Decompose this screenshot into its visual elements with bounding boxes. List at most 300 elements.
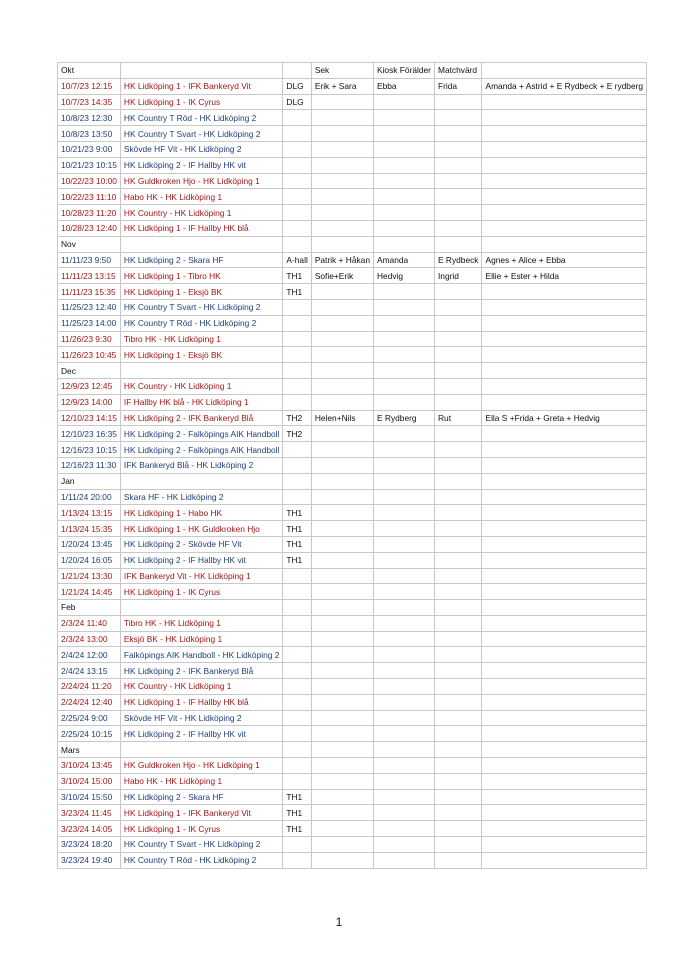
- date-cell: 10/21/23 9:00: [58, 141, 121, 157]
- sek-cell: [311, 600, 373, 616]
- kiosk-cell: [373, 600, 434, 616]
- table-row: [58, 552, 647, 568]
- hall-cell: [283, 141, 311, 157]
- sek-cell: [311, 173, 373, 189]
- table-row: [58, 189, 647, 205]
- match-cell: IFK Bankeryd Blå - HK Lidköping 2: [120, 457, 283, 473]
- sek-cell: [311, 394, 373, 410]
- table-row: [58, 789, 647, 805]
- kiosk-cell: [373, 568, 434, 584]
- sek-cell: Patrik + Håkan: [311, 252, 373, 268]
- match-cell: HK Country - HK Lidköping 1: [120, 205, 283, 221]
- table-row: [58, 521, 647, 537]
- kiosk-cell: [373, 189, 434, 205]
- matchvard-cell: [434, 600, 482, 616]
- extra-cell: [482, 141, 647, 157]
- matchvard-cell: [434, 837, 482, 853]
- kiosk-cell: [373, 442, 434, 458]
- sek-cell: [311, 773, 373, 789]
- date-cell: 12/9/23 12:45: [58, 378, 121, 394]
- table-row: [58, 568, 647, 584]
- hall-cell: [283, 173, 311, 189]
- kiosk-cell: [373, 679, 434, 695]
- table-row: [58, 457, 647, 473]
- date-cell: 11/11/23 9:50: [58, 252, 121, 268]
- date-cell: 3/10/24 15:00: [58, 773, 121, 789]
- kiosk-cell: [373, 205, 434, 221]
- month-row: [58, 473, 647, 489]
- table-row: [58, 126, 647, 142]
- date-cell: Dec: [58, 363, 121, 379]
- hall-cell: TH1: [283, 789, 311, 805]
- table-row: [58, 710, 647, 726]
- date-cell: 2/3/24 13:00: [58, 631, 121, 647]
- sek-cell: [311, 505, 373, 521]
- kiosk-cell: [373, 299, 434, 315]
- matchvard-cell: [434, 457, 482, 473]
- matchvard-cell: [434, 821, 482, 837]
- table-row: [58, 584, 647, 600]
- match-cell: HK Lidköping 1 - IFK Bankeryd Vit: [120, 805, 283, 821]
- table-row: [58, 284, 647, 300]
- kiosk-cell: [373, 157, 434, 173]
- date-cell: 3/23/24 11:45: [58, 805, 121, 821]
- sek-cell: [311, 110, 373, 126]
- matchvard-cell: [434, 284, 482, 300]
- sek-cell: [311, 852, 373, 868]
- matchvard-cell: [434, 663, 482, 679]
- hall-cell: [283, 615, 311, 631]
- hall-cell: TH1: [283, 521, 311, 537]
- match-cell: HK Lidköping 1 - Eksjö BK: [120, 347, 283, 363]
- match-cell: HK Lidköping 1 - Tibro HK: [120, 268, 283, 284]
- sek-cell: [311, 126, 373, 142]
- table-row: [58, 631, 647, 647]
- date-cell: 1/13/24 13:15: [58, 505, 121, 521]
- extra-cell: [482, 363, 647, 379]
- extra-cell: [482, 805, 647, 821]
- extra-cell: [482, 426, 647, 442]
- sek-cell: [311, 347, 373, 363]
- sek-cell: [311, 821, 373, 837]
- kiosk-cell: [373, 173, 434, 189]
- table-row: [58, 694, 647, 710]
- kiosk-cell: [373, 663, 434, 679]
- hall-cell: [283, 394, 311, 410]
- kiosk-cell: [373, 505, 434, 521]
- date-cell: 2/3/24 11:40: [58, 615, 121, 631]
- hall-cell: TH2: [283, 426, 311, 442]
- match-cell: HK Guldkroken Hjo - HK Lidköping 1: [120, 758, 283, 774]
- extra-cell: [482, 442, 647, 458]
- sek-cell: [311, 284, 373, 300]
- sek-cell: [311, 789, 373, 805]
- matchvard-cell: [434, 615, 482, 631]
- match-cell: HK Lidköping 2 - IF Hallby HK vit: [120, 157, 283, 173]
- sek-cell: [311, 805, 373, 821]
- month-row: [58, 363, 647, 379]
- hall-cell: [283, 473, 311, 489]
- table-row: [58, 315, 647, 331]
- extra-cell: [482, 284, 647, 300]
- matchvard-cell: [434, 205, 482, 221]
- match-cell: HK Country - HK Lidköping 1: [120, 679, 283, 695]
- extra-cell: [482, 615, 647, 631]
- matchvard-cell: [434, 631, 482, 647]
- sek-cell: [311, 363, 373, 379]
- match-cell: HK Lidköping 2 - Falköpings AIK Handboll: [120, 426, 283, 442]
- extra-cell: [482, 600, 647, 616]
- extra-cell: [482, 378, 647, 394]
- hall-cell: TH1: [283, 268, 311, 284]
- match-cell: HK Lidköping 1 - IK Cyrus: [120, 584, 283, 600]
- kiosk-cell: [373, 378, 434, 394]
- match-cell: [120, 363, 283, 379]
- match-cell: [120, 473, 283, 489]
- extra-cell: [482, 205, 647, 221]
- date-cell: 1/21/24 13:30: [58, 568, 121, 584]
- match-cell: HK Lidköping 2 - IF Hallby HK vit: [120, 726, 283, 742]
- match-cell: [120, 742, 283, 758]
- extra-cell: [482, 726, 647, 742]
- hall-cell: [283, 189, 311, 205]
- kiosk-cell: [373, 742, 434, 758]
- match-cell: HK Country T Svart - HK Lidköping 2: [120, 126, 283, 142]
- sek-cell: [311, 521, 373, 537]
- kiosk-cell: [373, 710, 434, 726]
- hall-cell: [283, 331, 311, 347]
- hall-cell: [283, 236, 311, 252]
- date-cell: 12/10/23 16:35: [58, 426, 121, 442]
- extra-cell: [482, 536, 647, 552]
- matchvard-cell: [434, 852, 482, 868]
- date-cell: Mars: [58, 742, 121, 758]
- date-cell: 10/21/23 10:15: [58, 157, 121, 173]
- kiosk-cell: [373, 647, 434, 663]
- kiosk-cell: [373, 726, 434, 742]
- hall-cell: [283, 647, 311, 663]
- table-row: [58, 347, 647, 363]
- match-cell: Tibro HK - HK Lidköping 1: [120, 331, 283, 347]
- date-cell: 2/4/24 13:15: [58, 663, 121, 679]
- matchvard-cell: [434, 189, 482, 205]
- sek-cell: [311, 758, 373, 774]
- hall-cell: [283, 220, 311, 236]
- extra-cell: [482, 710, 647, 726]
- kiosk-cell: [373, 631, 434, 647]
- extra-cell: [482, 584, 647, 600]
- extra-cell: [482, 110, 647, 126]
- match-cell: HK Lidköping 1 - IF Hallby HK blå: [120, 694, 283, 710]
- matchvard-cell: [434, 110, 482, 126]
- sek-cell: [311, 426, 373, 442]
- sek-cell: [311, 615, 373, 631]
- hall-cell: [283, 852, 311, 868]
- sek-cell: [311, 205, 373, 221]
- extra-cell: [482, 173, 647, 189]
- date-cell: 3/23/24 19:40: [58, 852, 121, 868]
- date-cell: 12/9/23 14:00: [58, 394, 121, 410]
- table-row: [58, 663, 647, 679]
- sek-cell: [311, 631, 373, 647]
- table-row: [58, 331, 647, 347]
- sek-cell: [311, 837, 373, 853]
- kiosk-cell: [373, 552, 434, 568]
- hall-cell: [283, 110, 311, 126]
- kiosk-cell: [373, 489, 434, 505]
- matchvard-cell: [434, 521, 482, 537]
- extra-cell: [482, 631, 647, 647]
- hall-cell: TH1: [283, 552, 311, 568]
- extra-cell: [482, 489, 647, 505]
- kiosk-cell: [373, 94, 434, 110]
- matchvard-cell: [434, 315, 482, 331]
- match-cell: HK Guldkroken Hjo - HK Lidköping 1: [120, 173, 283, 189]
- header-hall-cell: [283, 63, 311, 79]
- hall-cell: TH2: [283, 410, 311, 426]
- date-cell: 3/10/24 15:50: [58, 789, 121, 805]
- extra-cell: [482, 552, 647, 568]
- kiosk-cell: [373, 110, 434, 126]
- hall-cell: [283, 726, 311, 742]
- month-row: [58, 742, 647, 758]
- matchvard-cell: [434, 141, 482, 157]
- match-cell: HK Lidköping 1 - Eksjö BK: [120, 284, 283, 300]
- extra-cell: [482, 126, 647, 142]
- extra-cell: [482, 821, 647, 837]
- hall-cell: TH1: [283, 805, 311, 821]
- hall-cell: [283, 584, 311, 600]
- date-cell: 11/26/23 9:30: [58, 331, 121, 347]
- table-row: [58, 78, 647, 94]
- table-row: [58, 157, 647, 173]
- sek-cell: [311, 663, 373, 679]
- matchvard-cell: [434, 442, 482, 458]
- kiosk-cell: [373, 694, 434, 710]
- table-row: [58, 852, 647, 868]
- date-cell: 10/22/23 11:10: [58, 189, 121, 205]
- kiosk-cell: [373, 457, 434, 473]
- extra-cell: [482, 505, 647, 521]
- month-label: Okt: [58, 63, 121, 79]
- sek-cell: [311, 584, 373, 600]
- match-cell: HK Lidköping 2 - Skara HF: [120, 252, 283, 268]
- match-cell: HK Lidköping 2 - IFK Bankeryd Blå: [120, 663, 283, 679]
- sek-cell: [311, 679, 373, 695]
- matchvard-cell: [434, 773, 482, 789]
- date-cell: 10/28/23 12:40: [58, 220, 121, 236]
- table-row: [58, 299, 647, 315]
- sek-cell: [311, 726, 373, 742]
- hall-cell: [283, 710, 311, 726]
- sek-cell: [311, 141, 373, 157]
- date-cell: 12/16/23 11:30: [58, 457, 121, 473]
- hall-cell: [283, 742, 311, 758]
- match-cell: [120, 600, 283, 616]
- header-matchvard: Matchvärd: [434, 63, 482, 79]
- hall-cell: TH1: [283, 821, 311, 837]
- extra-cell: Amanda + Astrid + E Rydbeck + E rydberg: [482, 78, 647, 94]
- match-cell: HK Country T Röd - HK Lidköping 2: [120, 110, 283, 126]
- table-row: [58, 615, 647, 631]
- sek-cell: [311, 647, 373, 663]
- table-row: [58, 173, 647, 189]
- date-cell: 1/20/24 16:05: [58, 552, 121, 568]
- date-cell: 1/21/24 14:45: [58, 584, 121, 600]
- match-cell: HK Country T Röd - HK Lidköping 2: [120, 852, 283, 868]
- sek-cell: [311, 457, 373, 473]
- extra-cell: [482, 521, 647, 537]
- sek-cell: [311, 489, 373, 505]
- kiosk-cell: [373, 773, 434, 789]
- sek-cell: [311, 378, 373, 394]
- date-cell: 3/23/24 18:20: [58, 837, 121, 853]
- extra-cell: [482, 742, 647, 758]
- match-cell: Skövde HF Vit - HK Lidköping 2: [120, 141, 283, 157]
- schedule-table: [57, 62, 647, 869]
- kiosk-cell: [373, 789, 434, 805]
- match-cell: IFK Bankeryd Vit - HK Lidköping 1: [120, 568, 283, 584]
- date-cell: 2/24/24 11:20: [58, 679, 121, 695]
- kiosk-cell: Amanda: [373, 252, 434, 268]
- matchvard-cell: [434, 473, 482, 489]
- hall-cell: [283, 299, 311, 315]
- extra-cell: [482, 852, 647, 868]
- kiosk-cell: Hedvig: [373, 268, 434, 284]
- matchvard-cell: E Rydbeck: [434, 252, 482, 268]
- extra-cell: [482, 568, 647, 584]
- kiosk-cell: [373, 805, 434, 821]
- match-cell: HK Lidköping 1 - IF Hallby HK blå: [120, 220, 283, 236]
- date-cell: 2/24/24 12:40: [58, 694, 121, 710]
- date-cell: 10/22/23 10:00: [58, 173, 121, 189]
- match-cell: HK Lidköping 1 - Habo HK: [120, 505, 283, 521]
- matchvard-cell: Ingrid: [434, 268, 482, 284]
- date-cell: Jan: [58, 473, 121, 489]
- table-row: [58, 141, 647, 157]
- matchvard-cell: [434, 426, 482, 442]
- table-row: [58, 426, 647, 442]
- match-cell: HK Country T Svart - HK Lidköping 2: [120, 299, 283, 315]
- match-cell: IF Hallby HK blå - HK Lidköping 1: [120, 394, 283, 410]
- kiosk-cell: [373, 394, 434, 410]
- matchvard-cell: [434, 742, 482, 758]
- date-cell: 11/11/23 13:15: [58, 268, 121, 284]
- match-cell: HK Lidköping 2 - IFK Bankeryd Blå: [120, 410, 283, 426]
- month-row: [58, 600, 647, 616]
- table-row: [58, 837, 647, 853]
- extra-cell: [482, 758, 647, 774]
- date-cell: 11/26/23 10:45: [58, 347, 121, 363]
- sek-cell: [311, 189, 373, 205]
- sek-cell: [311, 536, 373, 552]
- kiosk-cell: [373, 473, 434, 489]
- hall-cell: [283, 694, 311, 710]
- table-row: [58, 220, 647, 236]
- table-row: [58, 110, 647, 126]
- month-row: [58, 236, 647, 252]
- match-cell: HK Country T Svart - HK Lidköping 2: [120, 837, 283, 853]
- matchvard-cell: [434, 363, 482, 379]
- table-row: [58, 252, 647, 268]
- hall-cell: [283, 489, 311, 505]
- sek-cell: [311, 236, 373, 252]
- date-cell: 1/13/24 15:35: [58, 521, 121, 537]
- matchvard-cell: [434, 236, 482, 252]
- hall-cell: [283, 663, 311, 679]
- hall-cell: [283, 315, 311, 331]
- matchvard-cell: [434, 394, 482, 410]
- date-cell: 11/11/23 15:35: [58, 284, 121, 300]
- matchvard-cell: [434, 647, 482, 663]
- matchvard-cell: [434, 726, 482, 742]
- match-cell: HK Country - HK Lidköping 1: [120, 378, 283, 394]
- date-cell: 12/16/23 10:15: [58, 442, 121, 458]
- matchvard-cell: [434, 347, 482, 363]
- date-cell: 12/10/23 14:15: [58, 410, 121, 426]
- date-cell: 11/25/23 12:40: [58, 299, 121, 315]
- header-row: [58, 63, 647, 79]
- page-number: 1: [335, 915, 343, 929]
- sek-cell: [311, 331, 373, 347]
- extra-cell: [482, 347, 647, 363]
- table-row: [58, 378, 647, 394]
- match-cell: Habo HK - HK Lidköping 1: [120, 773, 283, 789]
- date-cell: 2/25/24 9:00: [58, 710, 121, 726]
- table-row: [58, 821, 647, 837]
- extra-cell: [482, 394, 647, 410]
- matchvard-cell: [434, 568, 482, 584]
- date-cell: 10/8/23 13:50: [58, 126, 121, 142]
- sek-cell: Erik + Sara: [311, 78, 373, 94]
- table-row: [58, 679, 647, 695]
- extra-cell: [482, 220, 647, 236]
- extra-cell: [482, 789, 647, 805]
- kiosk-cell: [373, 758, 434, 774]
- kiosk-cell: [373, 315, 434, 331]
- matchvard-cell: [434, 157, 482, 173]
- match-cell: HK Lidköping 1 - IK Cyrus: [120, 821, 283, 837]
- hall-cell: [283, 679, 311, 695]
- sek-cell: [311, 220, 373, 236]
- date-cell: 11/25/23 14:00: [58, 315, 121, 331]
- hall-cell: A-hall: [283, 252, 311, 268]
- match-cell: HK Lidköping 1 - IK Cyrus: [120, 94, 283, 110]
- matchvard-cell: [434, 378, 482, 394]
- extra-cell: [482, 663, 647, 679]
- extra-cell: [482, 647, 647, 663]
- hall-cell: DLG: [283, 94, 311, 110]
- matchvard-cell: [434, 220, 482, 236]
- kiosk-cell: [373, 584, 434, 600]
- kiosk-cell: Ebba: [373, 78, 434, 94]
- matchvard-cell: [434, 584, 482, 600]
- matchvard-cell: [434, 758, 482, 774]
- match-cell: Skara HF - HK Lidköping 2: [120, 489, 283, 505]
- table-row: [58, 268, 647, 284]
- table-row: [58, 758, 647, 774]
- kiosk-cell: [373, 615, 434, 631]
- kiosk-cell: [373, 126, 434, 142]
- hall-cell: [283, 442, 311, 458]
- hall-cell: DLG: [283, 78, 311, 94]
- kiosk-cell: [373, 220, 434, 236]
- date-cell: 10/28/23 11:20: [58, 205, 121, 221]
- sek-cell: [311, 473, 373, 489]
- hall-cell: [283, 837, 311, 853]
- kiosk-cell: [373, 331, 434, 347]
- kiosk-cell: [373, 284, 434, 300]
